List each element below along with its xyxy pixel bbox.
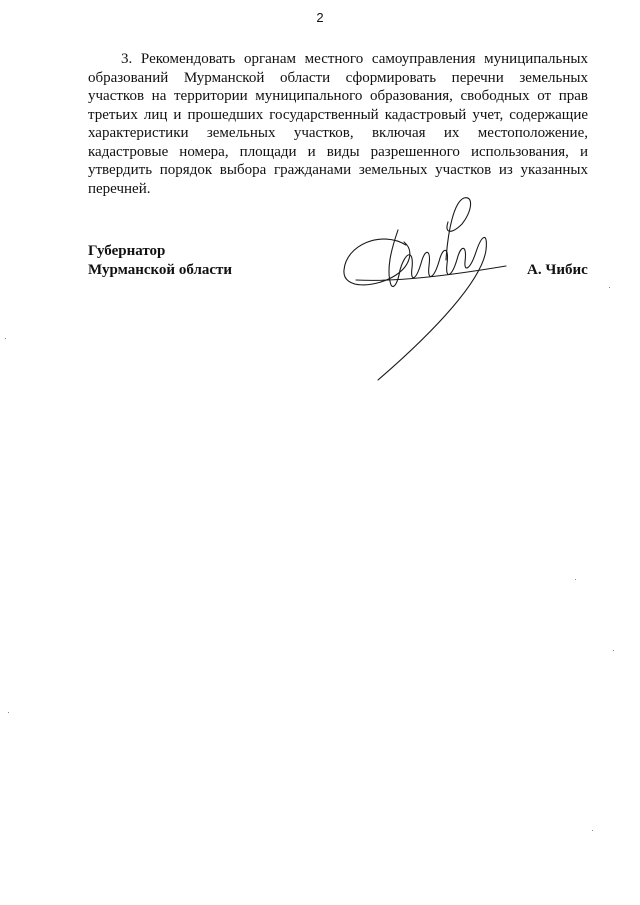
paragraph-3: 3. Рекомендовать органам местного самоуправления муниципальных образований Мурманской области сформировать перечни земельных участков на территории муниципального образования, свободных от прав третьих лиц и прошедших государственный кадастровый учет, содержащие характеристики земельных участков, включая их местоположение, кадастровые номера, площади и виды разрешенного использования, и утвердить порядок выбора гражданами земельных участков из указанных перечней. <box>88 51 588 197</box>
handwritten-signature <box>336 190 526 390</box>
scan-speck <box>609 287 610 288</box>
scan-speck <box>5 338 6 339</box>
scan-speck <box>613 650 614 651</box>
signer-title-line-1: Губернатор <box>88 243 166 259</box>
signer-name: А. Чибис <box>527 262 588 278</box>
scan-speck <box>8 712 9 713</box>
signer-title <box>88 242 232 280</box>
signer-title-line-2: Мурманской области <box>88 262 233 278</box>
scan-speck <box>575 579 576 580</box>
scan-speck <box>592 830 593 831</box>
page-number: 2 <box>316 10 324 25</box>
